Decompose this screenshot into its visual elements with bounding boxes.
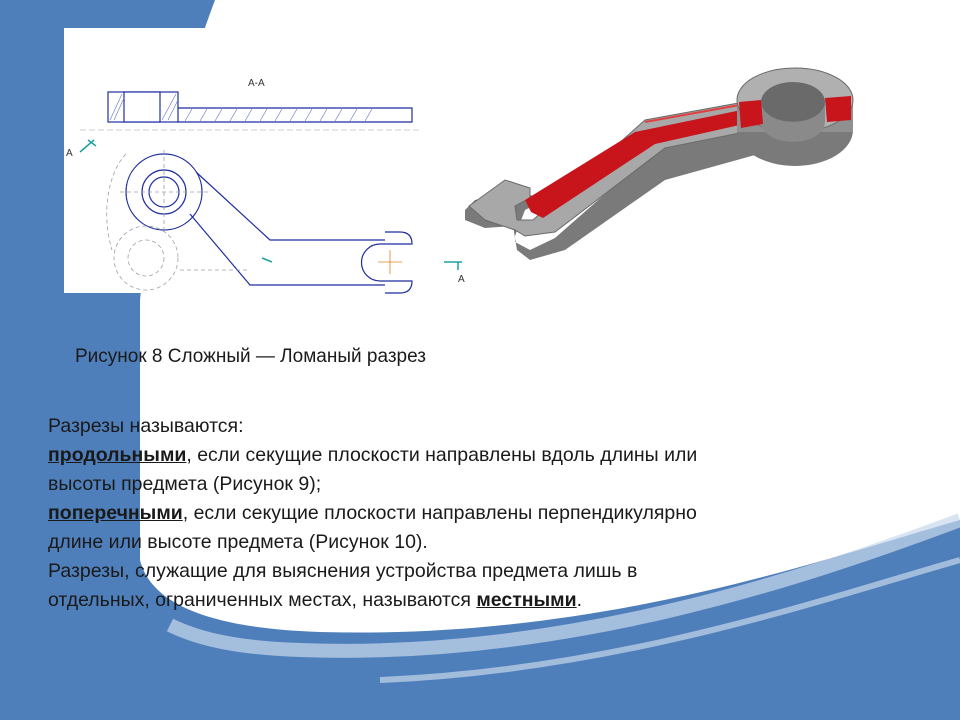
transverse-line-2: длине или высоте предмета (Рисунок 10). (48, 531, 428, 553)
transverse-line-1 (48, 499, 888, 528)
technical-drawing (0, 0, 480, 300)
intro-line: Разрезы называются: (48, 415, 244, 437)
local-text-2: отдельных, ограниченных местах, называются (48, 589, 477, 611)
term-longitudinal: продольными (48, 444, 187, 466)
figure-caption: Рисунок 8 Сложный — Ломаный разрез (75, 346, 426, 367)
cut-label-left: А (66, 148, 73, 159)
term-local: местными (476, 589, 577, 611)
cut-label-right: А (458, 274, 465, 285)
lever-3d-model (455, 60, 875, 260)
transverse-text-1: , если секущие плоскости направлены перпендикулярно (182, 502, 697, 524)
longitudinal-line-1 (48, 441, 888, 470)
body-text (48, 412, 888, 615)
longitudinal-text-1: , если секущие плоскости направлены вдоль длины или (186, 444, 698, 466)
longitudinal-line-2: высоты предмета (Рисунок 9); (48, 473, 322, 495)
section-title-label: А-А (248, 78, 265, 89)
term-transverse: поперечными (48, 502, 183, 524)
local-line-1: Разрезы, служащие для выяснения устройства предмета лишь в (48, 560, 638, 582)
local-line-2 (48, 586, 888, 615)
local-period: . (576, 589, 583, 611)
